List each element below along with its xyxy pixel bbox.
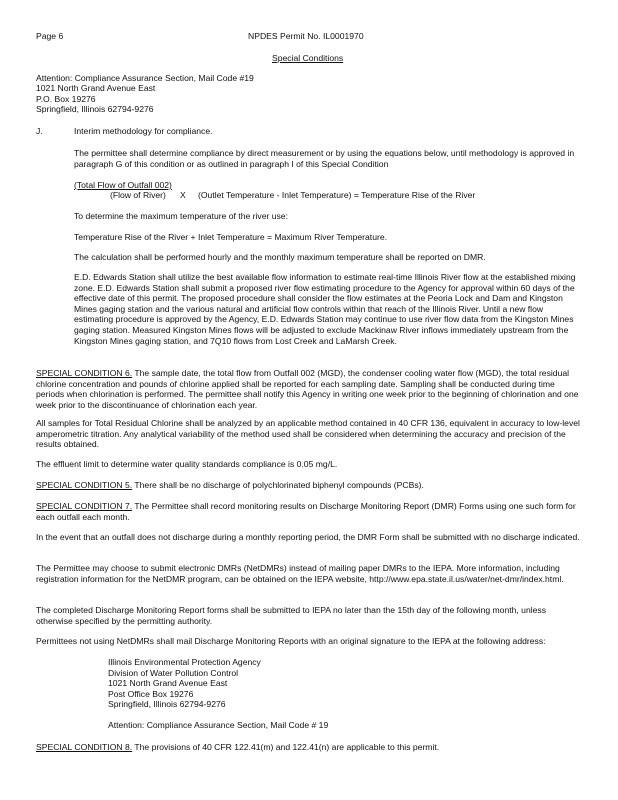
special-condition-8 [36,742,439,753]
formula-times: X [180,190,186,200]
condition-8-label: SPECIAL CONDITION 8. [36,742,133,752]
address-top-line1: Attention: Compliance Assurance Section, Mail Code #19 [36,73,254,83]
address-top-line4: Springfield, Illinois 62794-9276 [36,104,154,114]
section-j-para1: The permittee shall determine compliance by direct measurement or by using the equations below, until methodology is approved in paragraph G of this condition or as outlined in paragraph I of this Special Condition [74,148,575,169]
address-bottom-line1: Illinois Environmental Protection Agency [108,657,261,667]
max-temp-formula: Temperature Rise of the River + Inlet Temperature = Maximum River Temperature. [74,232,388,242]
mail-paragraph: Permittees not using NetDMRs shall mail Discharge Monitoring Reports with an original signature to the IEPA at the following address: [36,636,546,646]
edwards-paragraph: E.D. Edwards Station shall utilize the best available flow information to estimate real-time Illinois River flow at the established mixing zone. E.D. Edwards Station shall submit a proposed river flow estimating procedure to the Agency for approval within 60 days of the effective date of this permit. The proposed procedure shall consider the flow estimates at the Peoria Lock and Dam and Kingston Mines gaging station and the various natural and artificial flow controls within that reach of the Illinois River. Until a new flow estimating procedure is approved by the Agency, E.D. Edwards Station may continue to use river flow data from the Kingston Mines gaging station. Measured Kingston Mines flows will be adjusted to exclude Mackinaw River inflows immediately upstream from the Kingston Mines gaging station, and 7Q10 flows from Lost Creek and LaMarsh Creek. [74,272,576,346]
special-condition-7 [36,501,584,522]
page-number: Page 6 [36,31,64,41]
max-temp-intro: To determine the maximum temperature of the river use: [74,211,288,221]
special-condition-5 [36,480,424,491]
permit-number: NPDES Permit No. IL0001970 [248,31,364,41]
address-top-line2: 1021 North Grand Avenue East [36,83,156,93]
condition-8-text: The provisions of 40 CFR 122.41(m) and 122.41(n) are applicable to this permit. [134,742,440,752]
netdmr-paragraph: The Permittee may choose to submit electronic DMRs (NetDMRs) instead of mailing paper DMRs to the IEPA. More information, including registration information for the NetDMR program, can be obtained on the IEPA website, http://www.epa.state.il.us/water/net-dmr/index.html. [36,563,564,584]
address-bottom-line3: 1021 North Grand Avenue East [108,678,228,688]
formula-rest: (Outlet Temperature - Inlet Temperature) = Temperature Rise of the River [198,190,476,200]
completed-forms-paragraph: The completed Discharge Monitoring Report forms shall be submitted to IEPA no later than the 15th day of the following month, unless otherwise specified by the permitting authority. [36,605,547,626]
condition-5-label: SPECIAL CONDITION 5. [36,480,133,490]
condition-6-label: SPECIAL CONDITION 6. [36,368,133,378]
condition-7-label: SPECIAL CONDITION 7. [36,501,133,511]
address-bottom-attention: Attention: Compliance Assurance Section, Mail Code # 19 [108,720,329,730]
section-j-heading: Interim methodology for compliance. [74,126,213,136]
condition-5-text: There shall be no discharge of polychlorinated biphenyl compounds (PCBs). [134,480,424,490]
section-j-label: J. [36,126,43,136]
formula-label: (Total Flow of Outfall 002) [74,180,172,190]
no-discharge-paragraph: In the event that an outfall does not discharge during a monthly reporting period, the DMR Form shall be submitted with no discharge indicated. [36,532,580,542]
condition-7-text: The Permittee shall record monitoring results on Discharge Monitoring Report (DMR) Forms using one such form for each outfall each month. [36,501,576,522]
condition-6-text: The sample date, the total flow from Outfall 002 (MGD), the condenser cooling water flow (MGD), the total residual chlorine concentration and pounds of chlorine applied shall be reported for each sampling date. Sampling shall be conducted during time periods when chlorination is performed. The permittee shall notify this Agency in writing one week prior to the beginning of chlorination and one week prior to the discontinuance of chlorination each year. [36,368,579,410]
calc-note: The calculation shall be performed hourly and the monthly maximum temperature shall be reported on DMR. [74,252,486,262]
trc-paragraph: All samples for Total Residual Chlorine shall be analyzed by an applicable method contained in 40 CFR 136, equivalent in accuracy to low-level amperometric titration. Any analytical variability of the method used shall be considered when determining the accuracy and precision of the results obtained. [36,418,580,450]
formula-flow: (Flow of River) [110,190,166,200]
address-bottom-line5: Springfield, Illinois 62794-9276 [108,699,226,709]
address-bottom-line4: Post Office Box 19276 [108,689,194,699]
special-condition-6 [36,368,584,410]
address-bottom-line2: Division of Water Pollution Control [108,668,239,678]
section-title: Special Conditions [272,53,344,63]
address-top-line3: P.O. Box 19276 [36,94,96,104]
effluent-limit: The effluent limit to determine water quality standards compliance is 0.05 mg/L. [36,459,338,469]
